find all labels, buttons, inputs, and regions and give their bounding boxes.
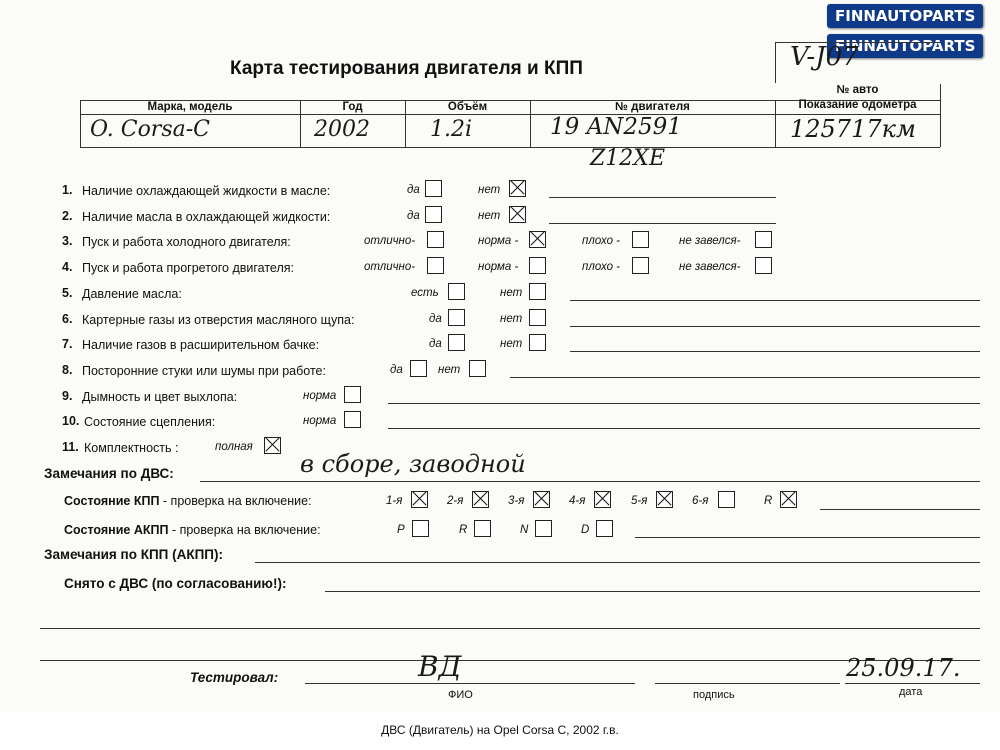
blank-line-2 — [40, 660, 980, 661]
option-label: да — [407, 210, 420, 222]
item-label: Пуск и работа прогретого двигателя: — [82, 261, 294, 275]
option-checkbox[interactable] — [755, 231, 772, 248]
option-label: полная — [215, 441, 253, 453]
akpp-label — [64, 523, 321, 537]
removed-label: Снято с ДВС (по согласованию!): — [64, 576, 287, 591]
gear-label: R — [459, 524, 468, 536]
item-number: 7. — [62, 337, 73, 351]
option-checkbox[interactable] — [344, 411, 361, 428]
volume-value: 1.2i — [430, 117, 473, 142]
engine-remarks-value[interactable]: в сборе, заводной — [300, 450, 526, 478]
option-checkbox[interactable] — [529, 309, 546, 326]
item-notes-line — [570, 326, 980, 327]
option-label: отлично- — [364, 235, 416, 247]
gear-checkbox[interactable] — [472, 491, 489, 508]
option-checkbox[interactable] — [509, 206, 526, 223]
gear-label: 1-я — [386, 495, 403, 507]
watermark-logo: FINNAUTOPARTS — [827, 4, 983, 28]
table-divider — [940, 84, 941, 147]
option-checkbox[interactable] — [427, 231, 444, 248]
gear-label: 2-я — [447, 495, 464, 507]
tester-signature: ВД — [418, 650, 462, 683]
akpp-suffix: - проверка на включение: — [168, 523, 321, 537]
option-label: да — [429, 338, 442, 350]
gear-label: P — [397, 524, 405, 536]
kpp-suffix: - проверка на включение: — [159, 494, 312, 508]
option-checkbox[interactable] — [755, 257, 772, 274]
gear-label: 3-я — [508, 495, 525, 507]
option-label: да — [407, 184, 420, 196]
gear-label: R — [764, 495, 773, 507]
option-checkbox[interactable] — [427, 257, 444, 274]
vehicle-number-value: V-J07 — [790, 42, 859, 72]
item-label: Наличие газов в расширительном бачке: — [82, 338, 320, 352]
option-checkbox[interactable] — [448, 309, 465, 326]
option-label: норма - — [478, 261, 519, 273]
gear-checkbox[interactable] — [596, 520, 613, 537]
model-value: O. Corsa-C — [90, 117, 211, 142]
col-year-header: Год — [342, 101, 363, 113]
item-label: Дымность и цвет выхлопа: — [82, 390, 238, 404]
removed-line — [325, 591, 980, 592]
form-title: Карта тестирования двигателя и КПП — [230, 58, 583, 79]
blank-line-1 — [40, 628, 980, 629]
option-checkbox[interactable] — [425, 180, 442, 197]
date-line — [845, 683, 980, 684]
option-checkbox[interactable] — [529, 283, 546, 300]
item-notes-line — [549, 197, 776, 198]
gear-label: 4-я — [569, 495, 586, 507]
item-number: 8. — [62, 363, 73, 377]
table-bottom-line — [80, 147, 940, 148]
engine-number-value: 19 AN2591 — [550, 114, 682, 140]
option-checkbox[interactable] — [529, 257, 546, 274]
fio-caption: ФИО — [448, 689, 473, 701]
option-checkbox[interactable] — [469, 360, 486, 377]
engine-remarks-label: Замечания по ДВС: — [44, 466, 174, 481]
kpp-line — [820, 509, 980, 510]
option-checkbox[interactable] — [410, 360, 427, 377]
watermark-logo: FINNAUTOPARTS — [827, 34, 983, 58]
gear-checkbox[interactable] — [412, 520, 429, 537]
vehicle-number-label: № авто — [836, 84, 879, 96]
option-label: нет — [438, 364, 461, 376]
option-checkbox[interactable] — [425, 206, 442, 223]
item-label: Комплектность : — [84, 441, 179, 455]
kpp-label — [64, 494, 312, 508]
sign-line — [655, 683, 840, 684]
col-volume-header: Объём — [447, 101, 488, 113]
item-number: 4. — [62, 260, 73, 274]
option-checkbox[interactable] — [448, 283, 465, 300]
fio-line — [305, 683, 635, 684]
option-checkbox[interactable] — [529, 231, 546, 248]
option-label: норма — [303, 415, 337, 427]
option-checkbox[interactable] — [264, 437, 281, 454]
engine-remarks-line — [200, 481, 980, 482]
item-number: 3. — [62, 234, 73, 248]
option-label: нет — [500, 338, 523, 350]
option-label: отлично- — [364, 261, 416, 273]
option-label: норма — [303, 390, 337, 402]
item-number: 11. — [62, 440, 79, 454]
gear-checkbox[interactable] — [718, 491, 735, 508]
gear-checkbox[interactable] — [780, 491, 797, 508]
item-label: Пуск и работа холодного двигателя: — [82, 235, 291, 249]
option-checkbox[interactable] — [632, 231, 649, 248]
year-value: 2002 — [314, 117, 370, 142]
item-label: Давление масла: — [82, 287, 182, 301]
item-notes-line — [570, 300, 980, 301]
option-checkbox[interactable] — [344, 386, 361, 403]
gear-label: D — [581, 524, 590, 536]
item-label: Наличие охлаждающей жидкости в масле: — [82, 184, 331, 198]
item-notes-line — [549, 223, 776, 224]
option-label: не завелся- — [679, 235, 741, 247]
gear-checkbox[interactable] — [411, 491, 428, 508]
image-caption: ДВС (Двигатель) на Opel Corsa C, 2002 г.в. — [381, 723, 619, 737]
akpp-title: Состояние АКПП — [64, 523, 169, 537]
item-number: 10. — [62, 414, 80, 428]
option-checkbox[interactable] — [448, 334, 465, 351]
option-label: нет — [478, 184, 501, 196]
gear-checkbox[interactable] — [535, 520, 552, 537]
item-notes-line — [510, 377, 980, 378]
gear-checkbox[interactable] — [533, 491, 550, 508]
item-number: 2. — [62, 209, 73, 223]
option-label: плохо - — [582, 261, 620, 273]
col-engine-no-header: № двигателя — [615, 101, 690, 113]
option-checkbox[interactable] — [632, 257, 649, 274]
item-number: 9. — [62, 389, 73, 403]
option-checkbox[interactable] — [509, 180, 526, 197]
kpp-remarks-line — [255, 562, 980, 563]
item-notes-line — [570, 351, 980, 352]
gear-checkbox[interactable] — [594, 491, 611, 508]
option-label: нет — [500, 313, 523, 325]
gear-label: 6-я — [692, 495, 709, 507]
item-label: Посторонние стуки или шумы при работе: — [82, 364, 326, 378]
item-label: Наличие масла в охлаждающей жидкости: — [82, 210, 331, 224]
col-odometer-header: Показание одометра — [798, 99, 917, 111]
option-label: нет — [478, 210, 501, 222]
option-label: да — [429, 313, 442, 325]
gear-label: 5-я — [631, 495, 648, 507]
option-label: норма - — [478, 235, 519, 247]
gear-checkbox[interactable] — [474, 520, 491, 537]
item-number: 6. — [62, 312, 73, 326]
option-checkbox[interactable] — [529, 334, 546, 351]
tested-label: Тестировал: — [190, 670, 279, 685]
odometer-value: 125717км — [790, 115, 916, 143]
gear-checkbox[interactable] — [656, 491, 673, 508]
option-label: нет — [500, 287, 523, 299]
item-notes-line — [388, 403, 980, 404]
option-label: не завелся- — [679, 261, 741, 273]
item-number: 1. — [62, 183, 73, 197]
engine-code-value: Z12XE — [590, 146, 666, 171]
item-label: Картерные газы из отверстия масляного щупа: — [82, 313, 355, 327]
item-label: Состояние сцепления: — [84, 415, 216, 429]
item-notes-line — [388, 428, 980, 429]
item-number: 5. — [62, 286, 73, 300]
sign-caption: подпись — [693, 689, 735, 701]
akpp-line — [635, 537, 980, 538]
kpp-remarks-label: Замечания по КПП (АКПП): — [44, 547, 223, 562]
kpp-title: Состояние КПП — [64, 494, 160, 508]
option-label: плохо - — [582, 235, 620, 247]
option-label: да — [390, 364, 403, 376]
col-model-header: Марка, модель — [147, 101, 233, 113]
date-caption: дата — [899, 686, 923, 698]
test-date-value: 25.09.17. — [846, 654, 961, 682]
gear-label: N — [520, 524, 529, 536]
option-label: есть — [411, 287, 439, 299]
